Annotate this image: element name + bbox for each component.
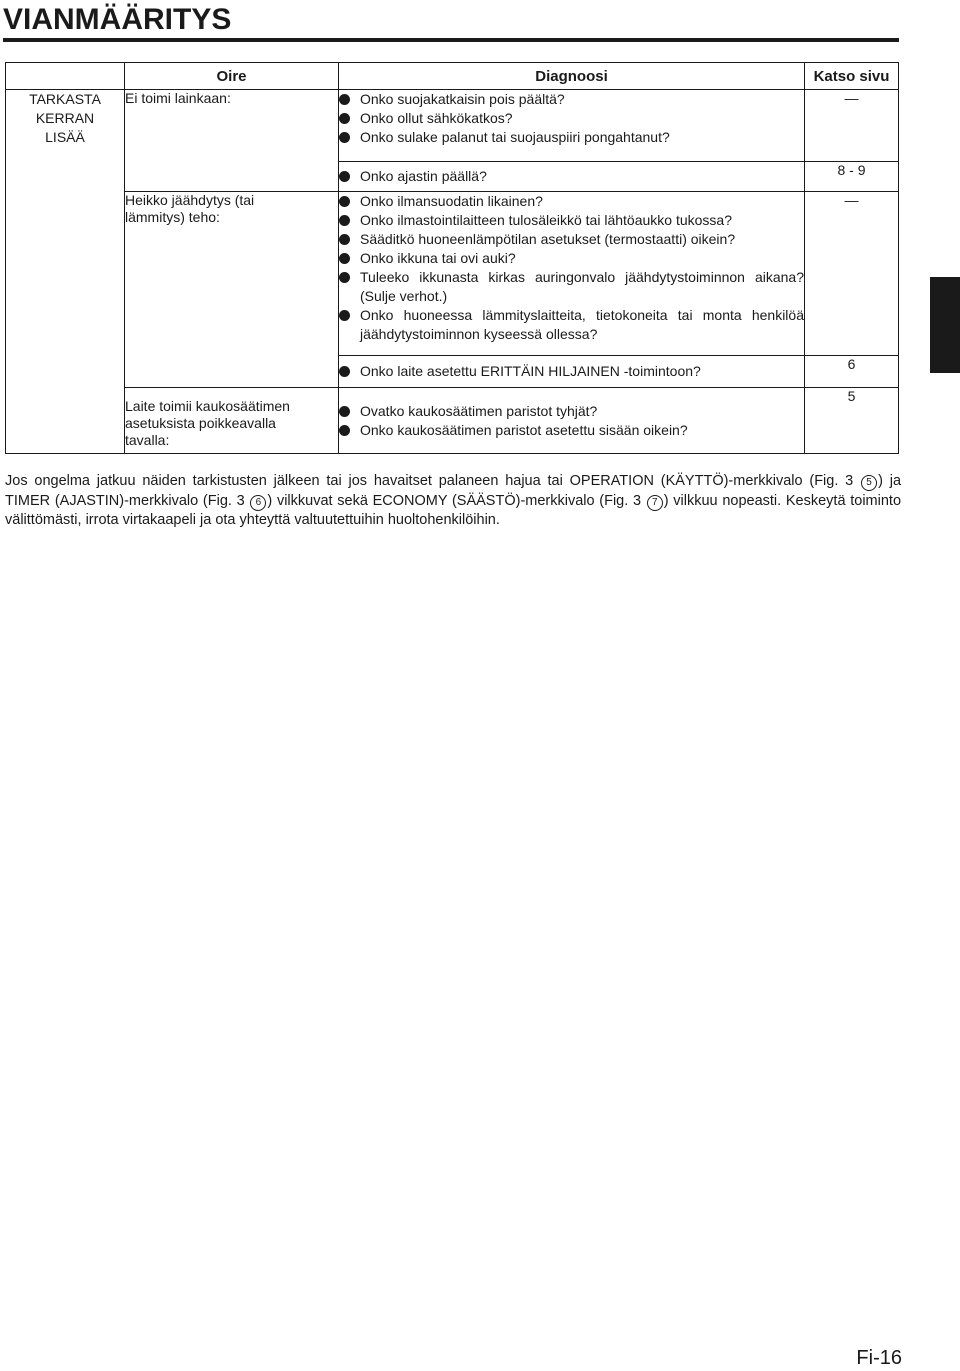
list-item: Onko huoneessa lämmityslaitteita, tietokoneita tai monta henkilöä jäähdytystoiminnon kyseessä ollessa? — [339, 306, 804, 344]
diagnosis-cell — [339, 90, 805, 162]
list-item: Onko laite asetettu ERITTÄIN HILJAINEN -toimintoon? — [339, 362, 804, 381]
bullet-icon — [339, 215, 350, 226]
warning-note: Jos ongelma jatkuu näiden tarkistusten jälkeen tai jos havaitset palaneen hajua tai OPERATION (KÄYTTÖ)-merkkivalo (Fig. 3 5 ) ja TIMER (AJASTIN)-merkkivalo (Fig. 3 6 ) vilkkuvat sekä ECONOMY (SÄÄSTÖ)-merkkivalo (Fig. 3 7 ) vilkkuu nopeasti. Keskeytä toiminto välittömästi, irrota virtakaapeli ja ota yhteyttä valtuutettuihin huoltohenkilöihin. — [5, 473, 902, 528]
troubleshooting-table — [5, 62, 899, 454]
diagnosis-cell — [339, 192, 805, 356]
table-header-row — [6, 63, 899, 90]
page-title: VIANMÄÄRITYS — [3, 3, 232, 36]
bullet-icon — [339, 234, 350, 245]
list-item: Onko ikkuna tai ovi auki? — [339, 249, 804, 268]
bullet-icon — [339, 366, 350, 377]
bullet-icon — [339, 196, 350, 207]
bullet-icon — [339, 171, 350, 182]
list-item: Tuleeko ikkunasta kirkas auringonvalo jäähdytystoiminnon aikana? (Sulje verhot.) — [339, 268, 804, 306]
header-diagnosis: Diagnoosi — [339, 63, 805, 90]
page-ref-cell — [805, 356, 899, 388]
page-ref: — — [844, 90, 859, 106]
bullet-icon — [339, 253, 350, 264]
title-rule — [3, 38, 899, 42]
page-number: Fi-16 — [856, 1347, 902, 1369]
table-row — [6, 90, 899, 162]
symptom-cell — [125, 192, 339, 388]
circled-number-7: 7 — [647, 495, 663, 511]
page-ref: 5 — [847, 388, 856, 404]
section-tab-marker — [930, 277, 960, 373]
page-ref-cell — [805, 90, 899, 162]
bullet-icon — [339, 310, 350, 321]
list-item: Onko suojakatkaisin pois päältä? — [339, 90, 804, 109]
list-item: Onko sulake palanut tai suojauspiiri pongahtanut? — [339, 128, 804, 147]
page-ref-cell — [805, 192, 899, 356]
symptom-cell — [125, 90, 339, 192]
diagnosis-cell — [339, 162, 805, 192]
symptom-text: Ei toimi lainkaan: — [125, 90, 231, 106]
check-again-label: TARKASTA KERRAN LISÄÄ — [6, 90, 125, 454]
bullet-icon — [339, 272, 350, 283]
list-item: Sääditkö huoneenlämpötilan asetukset (termostaatti) oikein? — [339, 230, 804, 249]
header-blank — [6, 63, 125, 90]
header-symptom: Oire — [125, 63, 339, 90]
table-row — [6, 388, 899, 454]
circled-number-6: 6 — [250, 495, 266, 511]
symptom-text: Laite toimii kaukosäätimen asetuksista poikkeavalla tavalla: — [125, 398, 290, 448]
page-ref: 8 - 9 — [837, 162, 866, 178]
diagnosis-cell — [339, 388, 805, 454]
diagnosis-cell — [339, 356, 805, 388]
symptom-cell — [125, 388, 339, 454]
page-ref-cell — [805, 388, 899, 454]
table-row — [6, 192, 899, 356]
bullet-icon — [339, 94, 350, 105]
bullet-icon — [339, 425, 350, 436]
page-ref-cell — [805, 162, 899, 192]
page-ref: 6 — [847, 356, 856, 372]
list-item: Onko kaukosäätimen paristot asetettu sisään oikein? — [339, 421, 804, 440]
page-ref: — — [844, 192, 859, 208]
list-item: Onko ajastin päällä? — [339, 167, 804, 186]
bullet-icon — [339, 406, 350, 417]
symptom-text: Heikko jäähdytys (tai lämmitys) teho: — [125, 192, 255, 225]
header-page-ref: Katso sivu — [805, 63, 899, 90]
circled-number-5: 5 — [861, 475, 877, 491]
bullet-icon — [339, 132, 350, 143]
list-item: Onko ollut sähkökatkos? — [339, 109, 804, 128]
list-item: Onko ilmansuodatin likainen? — [339, 192, 804, 211]
list-item: Ovatko kaukosäätimen paristot tyhjät? — [339, 402, 804, 421]
bullet-icon — [339, 113, 350, 124]
list-item: Onko ilmastointilaitteen tulosäleikkö tai lähtöaukko tukossa? — [339, 211, 804, 230]
